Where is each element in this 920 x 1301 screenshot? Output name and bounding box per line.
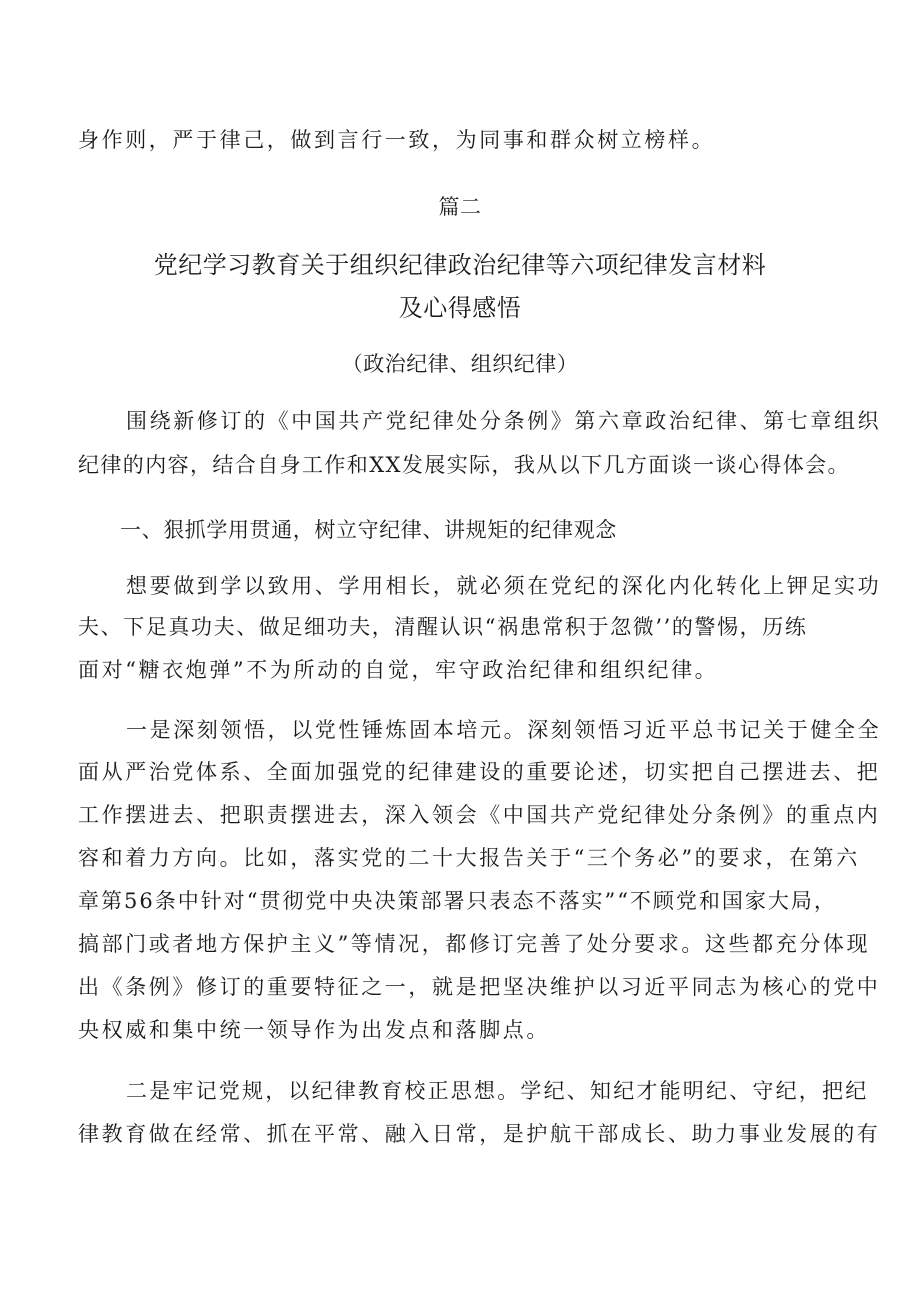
- paragraph-line: 容和着力方向。比如，落实党的二十大报告关于“三个务必”的要求，在第六: [78, 846, 860, 870]
- paragraph-line: 围绕新修订的《中国共产党纪律处分条例》第六章政治纪律、第七章组织: [126, 409, 882, 433]
- paragraph-line: 一是深刻领悟，以党性锤炼固本培元。深刻领悟习近平总书记关于健全全: [126, 718, 882, 742]
- paragraph-line: 央权威和集中统一领导作为出发点和落脚点。: [78, 1018, 550, 1042]
- section-heading: 一、狠抓学用贯通，树立守纪律、讲规矩的纪律观念: [120, 518, 617, 542]
- paragraph-line-continued: 身作则，严于律己，做到言行一致，为同事和群众树立榜样。: [78, 128, 716, 152]
- document-title-line-2: 及心得感悟: [398, 294, 522, 322]
- section-label: 篇二: [438, 195, 482, 219]
- paragraph-line: 想要做到学以致用、学用相长，就必须在党纪的深化内化转化上钾足实功: [126, 574, 882, 598]
- document-title-line-1: 党纪学习教育关于组织纪律政治纪律等六项纪律发言材料: [153, 251, 767, 279]
- paragraph-line: 搞部门或者地方保护主义”等情况，都修订完善了处分要求。这些都充分体现: [78, 932, 871, 956]
- paragraph-line: 面对“糖衣炮弹”不为所动的自觉，牢守政治纪律和组织纪律。: [78, 658, 719, 682]
- paragraph-line: 出《条例》修订的重要特征之一，就是把坚决维护以习近平同志为核心的党中: [78, 975, 881, 999]
- paragraph-line: 律教育做在经常、抓在平常、融入日常，是护航干部成长、助力事业发展的有: [78, 1122, 881, 1146]
- document-subtitle: （政治纪律、组织纪律）: [341, 352, 579, 376]
- paragraph-line: 二是牢记党规，以纪律教育校正思想。学纪、知纪才能明纪、守纪，把纪: [126, 1079, 869, 1103]
- paragraph-line: 章第56条中针对“贯彻党中央决策部署只表态不落实”“不顾党和国家大局，: [78, 889, 837, 913]
- paragraph-line: 纪律的内容，结合自身工作和XX发展实际，我从以下几方面谈一谈心得体会。: [78, 453, 850, 477]
- paragraph-line: 工作摆进去、把职责摆进去，深入领会《中国共产党纪律处分条例》的重点内: [78, 803, 881, 827]
- paragraph-line: 面从严治党体系、全面加强党的纪律建设的重要论述，切实把自己摆进去、把: [78, 760, 881, 784]
- paragraph-line: 夫、下足真功夫、做足细功夫，清醒认识“祸患常积于忽微’’的警惕，历练: [78, 615, 808, 639]
